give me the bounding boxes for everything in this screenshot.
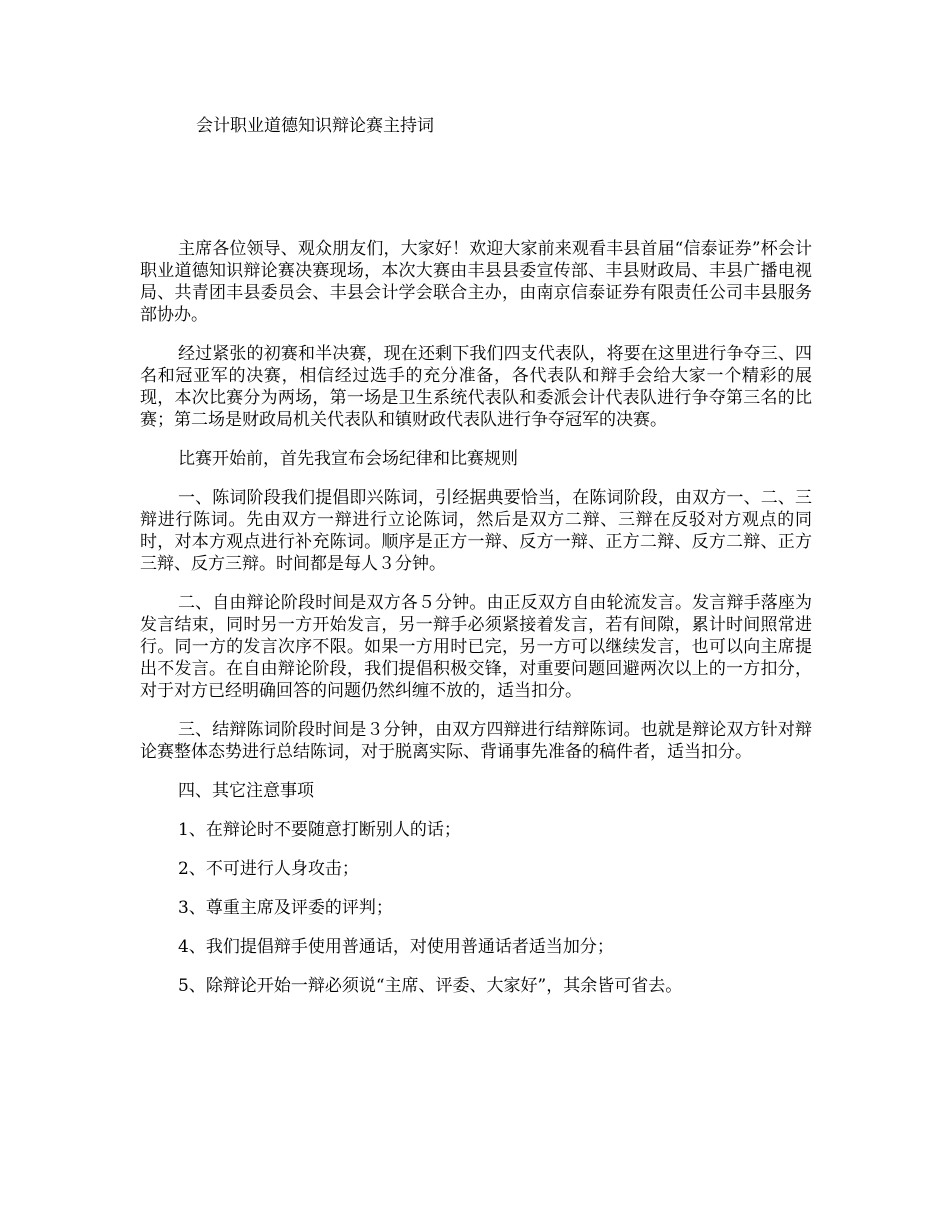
- paragraph-rule-free-debate: 二、自由辩论阶段时间是双方各５分钟。由正反双方自由轮流发言。发言辩手落座为发言结束，同时另一方开始发言，另一辩手必须紧接着发言，若有间隙，累计时间照常进行。同一方的发言次序不限。如果一方用时已完，另一方可以继续发言，也可以向主席提出不发言。在自由辩论阶段，我们提倡积极交锋，对重要问题回避两次以上的一方扣分，对于对方已经明确回答的问题仍然纠缠不放的，适当扣分。: [140, 593, 812, 701]
- paragraph-rule-closing-statements: 三、结辩陈词阶段时间是３分钟，由双方四辩进行结辩陈词。也就是辩论双方针对辩论赛整体态势进行总结陈词，对于脱离实际、背诵事先准备的稿件者，适当扣分。: [140, 720, 812, 762]
- list-item-note-1: 1、在辩论时不要随意打断别人的话；: [178, 820, 461, 840]
- list-item-note-4: 4、我们提倡辩手使用普通话，对使用普通话者适当加分；: [178, 937, 614, 957]
- document-body: [140, 238, 812, 1014]
- paragraph-rule-opening-statements: 一、陈词阶段我们提倡即兴陈词，引经据典要恰当，在陈词阶段，由双方一、二、三辩进行陈词。先由双方一辩进行立论陈词，然后是双方二辩、三辩在反驳对方观点的同时，对本方观点进行补充陈词。顺序是正方一辩、反方一辩、正方二辩、反方二辩、正方三辩、反方三辩。时间都是每人３分钟。: [140, 488, 812, 574]
- paragraph-rules-intro: 比赛开始前，首先我宣布会场纪律和比赛规则: [178, 449, 518, 469]
- list-item-note-3: 3、尊重主席及评委的评判；: [178, 898, 393, 918]
- list-item-note-2: 2、不可进行人身攻击；: [178, 859, 359, 879]
- list-item-note-5: 5、除辩论开始一辩必须说“主席、评委、大家好”，其余皆可省去。: [178, 976, 683, 996]
- paragraph-other-notes-heading: 四、其它注意事项: [178, 781, 314, 801]
- document-title: 会计职业道德知识辩论赛主持词: [196, 116, 434, 136]
- paragraph-competition-overview: 经过紧张的初赛和半决赛，现在还剩下我们四支代表队，将要在这里进行争夺三、四名和冠亚军的决赛，相信经过选手的充分准备，各代表队和辩手会给大家一个精彩的展现，本次比赛分为两场，第一场是卫生系统代表队和委派会计代表队进行争夺第三名的比赛；第二场是财政局机关代表队和镇财政代表队进行争夺冠军的决赛。: [140, 344, 812, 430]
- paragraph-opening: 主席各位领导、观众朋友们，大家好！欢迎大家前来观看丰县首届“信泰证券”杯会计职业道德知识辩论赛决赛现场，本次大赛由丰县县委宣传部、丰县财政局、丰县广播电视局、共青团丰县委员会、丰县会计学会联合主办，由南京信泰证券有限责任公司丰县服务部协办。: [140, 239, 812, 325]
